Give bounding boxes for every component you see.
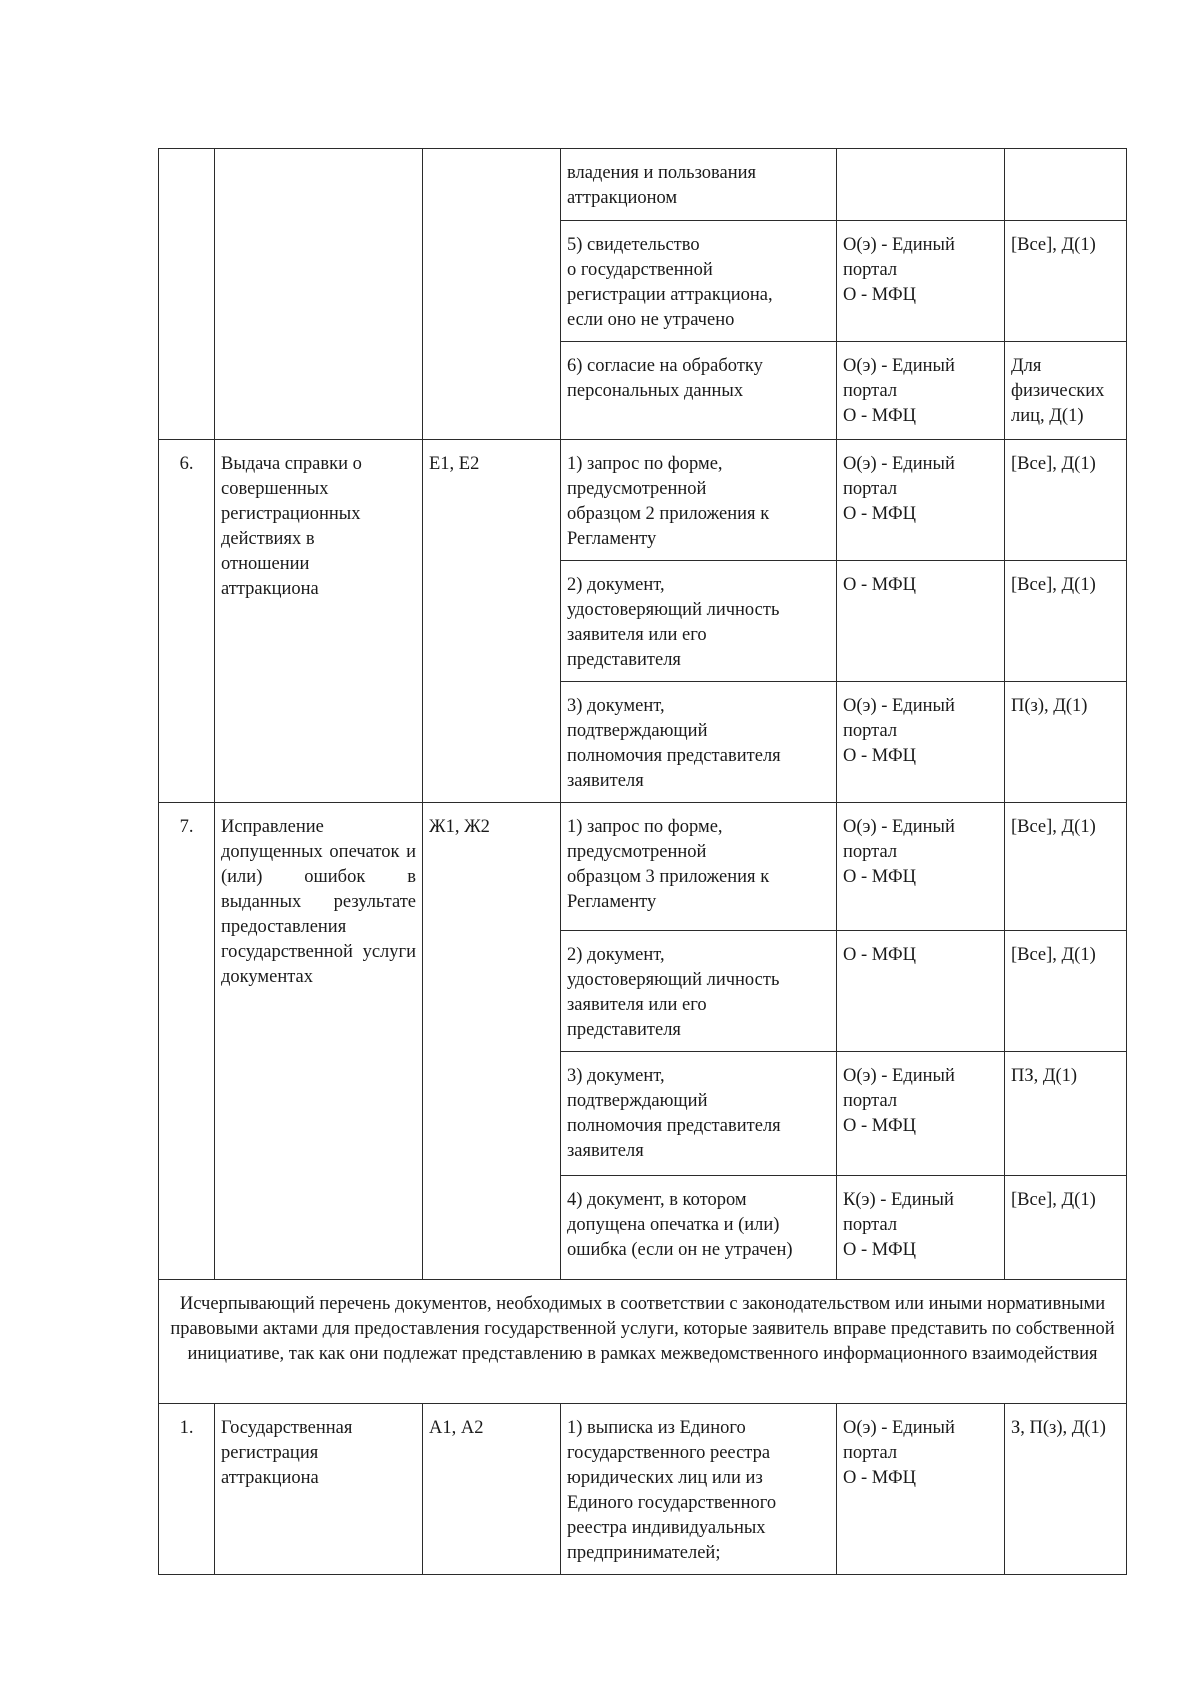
submission-method: К(э) - Единый портал О - МФЦ <box>837 1176 1005 1280</box>
section-heading: Исчерпывающий перечень документов, необходимых в соответствии с законодательством или иными нормативными правовыми актами для предоставления государственной услуги, которые заявитель вправе представить по собственной инициативе, так как они подлежат представлению в рамках межведомственного информационного взаимодействия <box>159 1280 1127 1404</box>
row-number: 1. <box>159 1404 215 1575</box>
applicant-category: [Все], Д(1) <box>1005 561 1127 682</box>
document-name: 2) документ, удостоверяющий личность заявителя или его представителя <box>561 561 837 682</box>
document-name: 3) документ, подтверждающий полномочия представителя заявителя <box>561 1052 837 1176</box>
submission-method <box>837 149 1005 221</box>
document-name: владения и пользования аттракционом <box>561 149 837 221</box>
applicant-category: ПЗ, Д(1) <box>1005 1052 1127 1176</box>
document-name: 3) документ, подтверждающий полномочия представителя заявителя <box>561 682 837 803</box>
submission-method: О(э) - Единый портал О - МФЦ <box>837 682 1005 803</box>
table-row <box>159 803 1127 931</box>
applicant-category: [Все], Д(1) <box>1005 1176 1127 1280</box>
submission-method: О(э) - Единый портал О - МФЦ <box>837 342 1005 440</box>
document-name: 1) запрос по форме, предусмотренной образцом 2 приложения к Регламенту <box>561 440 837 561</box>
service-name: Выдача справки о совершенных регистрационных действиях в отношении аттракциона <box>215 440 423 803</box>
applicant-category: Для физических лиц, Д(1) <box>1005 342 1127 440</box>
document-name: 5) свидетельство о государственной регистрации аттракциона, если оно не утрачено <box>561 221 837 342</box>
table-row <box>159 1404 1127 1575</box>
document-name: 4) документ, в котором допущена опечатка и (или) ошибка (если он не утрачен) <box>561 1176 837 1280</box>
document-name: 1) запрос по форме, предусмотренной образцом 3 приложения к Регламенту <box>561 803 837 931</box>
applicant-category: [Все], Д(1) <box>1005 440 1127 561</box>
document-name: 1) выписка из Единого государственного реестра юридических лиц или из Единого государственного реестра индивидуальных предпринимателей; <box>561 1404 837 1575</box>
row-number: 6. <box>159 440 215 803</box>
submission-method: О(э) - Единый портал О - МФЦ <box>837 1404 1005 1575</box>
applicant-category: [Все], Д(1) <box>1005 931 1127 1052</box>
document-name: 6) согласие на обработку персональных данных <box>561 342 837 440</box>
result-codes: Е1, Е2 <box>423 440 561 803</box>
submission-method: О(э) - Единый портал О - МФЦ <box>837 1052 1005 1176</box>
applicant-category <box>1005 149 1127 221</box>
applicant-category: З, П(з), Д(1) <box>1005 1404 1127 1575</box>
table-row <box>159 440 1127 561</box>
result-codes: А1, А2 <box>423 1404 561 1575</box>
submission-method: О - МФЦ <box>837 931 1005 1052</box>
row-number: 7. <box>159 803 215 1280</box>
submission-method: О - МФЦ <box>837 561 1005 682</box>
applicant-category: [Все], Д(1) <box>1005 803 1127 931</box>
service-name: Государственная регистрация аттракциона <box>215 1404 423 1575</box>
result-codes: Ж1, Ж2 <box>423 803 561 1280</box>
service-name <box>215 149 423 440</box>
submission-method: О(э) - Единый портал О - МФЦ <box>837 440 1005 561</box>
result-codes <box>423 149 561 440</box>
documents-table <box>158 148 1127 1575</box>
submission-method: О(э) - Единый портал О - МФЦ <box>837 221 1005 342</box>
row-number <box>159 149 215 440</box>
applicant-category: П(з), Д(1) <box>1005 682 1127 803</box>
service-name: Исправление допущенных опечаток и (или) ошибок в выданных результате предоставления государственной услуги документах <box>215 803 423 1280</box>
applicant-category: [Все], Д(1) <box>1005 221 1127 342</box>
document-name: 2) документ, удостоверяющий личность заявителя или его представителя <box>561 931 837 1052</box>
table-row <box>159 149 1127 221</box>
table-row <box>159 1280 1127 1404</box>
submission-method: О(э) - Единый портал О - МФЦ <box>837 803 1005 931</box>
